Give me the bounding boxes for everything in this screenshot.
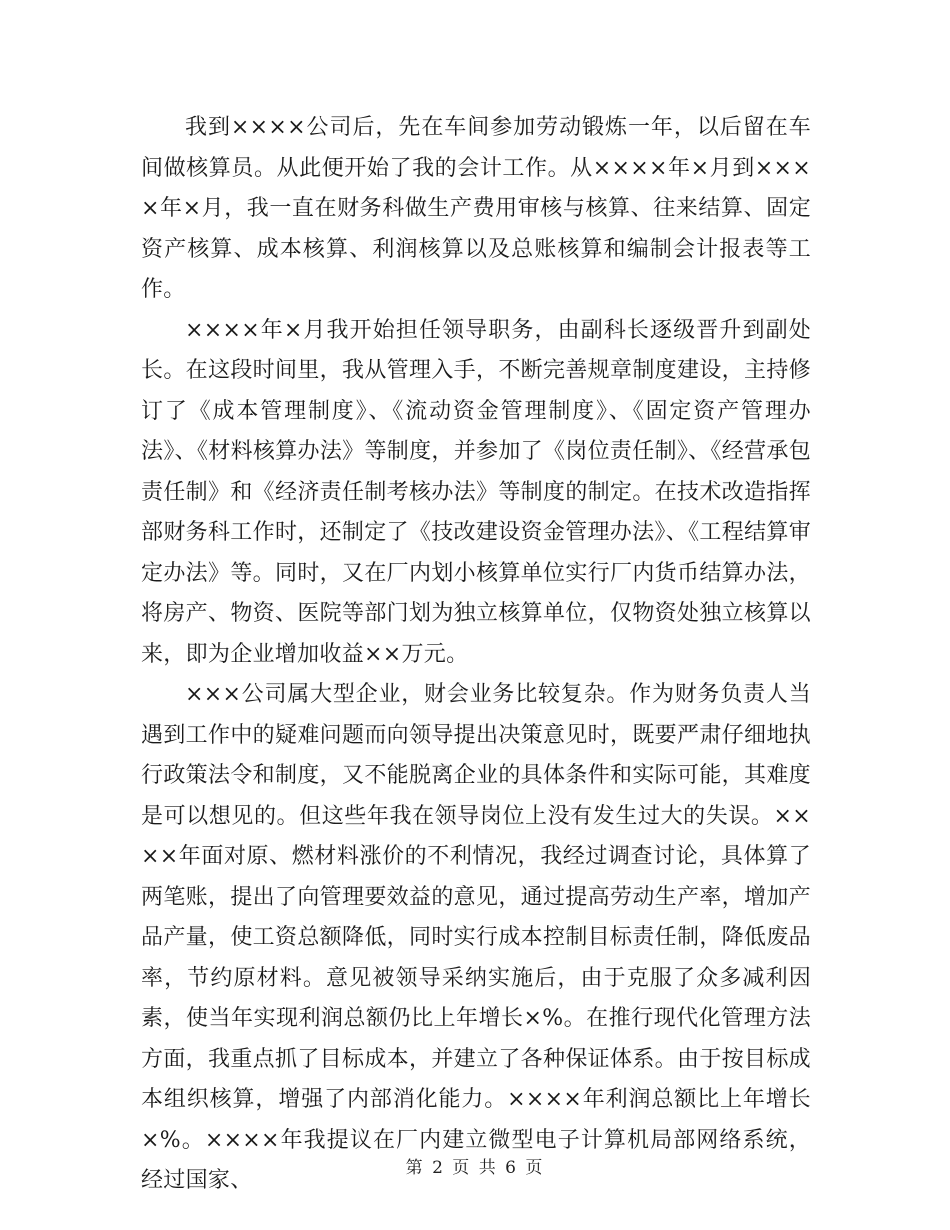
document-body [141,108,811,1202]
paragraph-2: ××××年×月我开始担任领导职务，由副科长逐级晋升到副处长。在这段时间里，我从管理入手，不断完善规章制度建设，主持修订了《成本管理制度》、《流动资金管理制度》、《固定资产管理办法》、《材料核算办法》等制度，并参加了《岗位责任制》、《经营承包责任制》和《经济责任制考核办法》等制度的制定。在技术改造指挥部财务科工作时，还制定了《技改建设资金管理办法》、《工程结算审定办法》等。同时，又在厂内划小核算单位实行厂内货币结算办法，将房产、物资、医院等部门划为独立核算单位，仅物资处独立核算以来，即为企业增加收益××万元。 [141,317,811,667]
page-number-footer: 第 2 页 共 6 页 [405,1158,545,1178]
paragraph-1: 我到××××公司后，先在车间参加劳动锻炼一年，以后留在车间做核算员。从此便开始了我的会计工作。从××××年×月到××××年×月，我一直在财务科做生产费用审核与核算、往来结算、固定资产核算、成本核算、利润核算以及总账核算和编制会计报表等工作。 [141,115,811,302]
paragraph-3: ×××公司属大型企业，财会业务比较复杂。作为财务负责人当遇到工作中的疑难问题而向领导提出决策意见时，既要严肃仔细地执行政策法令和制度，又不能脱离企业的具体条件和实际可能，其难度是可以想见的。但这些年我在领导岗位上没有发生过大的失误。××××年面对原、燃材料涨价的不利情况，我经过调查讨论，具体算了两笔账，提出了向管理要效益的意见，通过提高劳动生产率，增加产品产量，使工资总额降低，同时实行成本控制目标责任制，降低废品率，节约原材料。意见被领导采纳实施后，由于克服了众多减利因素，使当年实现利润总额仍比上年增长×%。在推行现代化管理方法方面，我重点抓了目标成本，并建立了各种保证体系。由于按目标成本组织核算，增强了内部消化能力。××××年利润总额比上年增长×%。××××年我提议在厂内建立微型电子计算机局部网络系统，经过国家、 [141,682,811,1193]
